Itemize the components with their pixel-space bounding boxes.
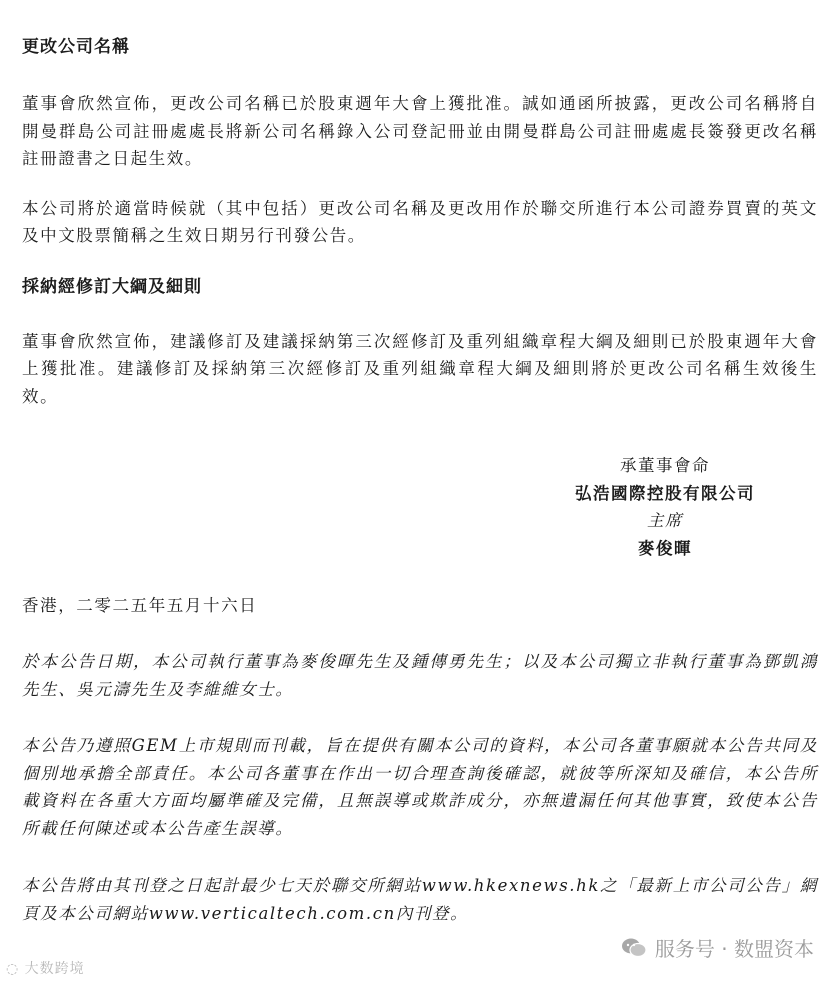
corner-logo-icon: ◌ [6,961,25,977]
corner-watermark-text: 大数跨境 [24,961,85,977]
signature-block [540,452,790,562]
company-name: 弘浩國際控股有限公司 [575,483,755,503]
signatory-name: 麥俊暉 [638,538,692,558]
announcement-body [22,34,818,410]
section-heading-name-change: 更改公司名稱 [22,37,130,57]
signature-line: 承董事會命 [620,456,710,475]
publication-paragraph: 本公告將由其刊登之日起計最少七天於聯交所網站www.hkexnews.hk之「最新上市公司公告」網頁及本公司網站www.verticaltech.com.cn內刊登。 [22,876,818,923]
wechat-icon [621,937,647,959]
signatory-title: 主席 [647,511,683,530]
watermark-text: 服务号 · 数盟资本 [654,937,814,961]
memorandum-paragraph: 董事會欣然宣佈，建議修訂及建議採納第三次經修訂及重列組織章程大綱及細則已於股東週年大會上獲批准。建議修訂及採納第三次經修訂及重列組織章程大綱及細則將於更改公司名稱生效後生效。 [22,331,818,406]
name-change-paragraph: 董事會欣然宣佈，更改公司名稱已於股東週年大會上獲批准。誠如通函所披露，更改公司名稱將自開曼群島公司註冊處處長將新公司名稱錄入公司登記冊並由開曼群島公司註冊處處長簽發更改名稱註冊證書之日起生效。 [22,94,818,168]
responsibility-paragraph: 本公告乃遵照GEM上市規則而刊載，旨在提供有關本公司的資料，本公司各董事願就本公告共同及個別地承擔全部責任。本公司各董事在作出一切合理查詢後確認，就彼等所深知及確信，本公告所載資料在各重大方面均屬準確及完備，且無誤導或欺詐成分，亦無遺漏任何其他事實，致使本公告所載任何陳述或本公告產生誤導。 [22,736,818,838]
corner-watermark [6,958,85,978]
place-date: 香港，二零二五年五月十六日 [22,596,258,615]
section-heading-memorandum: 採納經修訂大綱及細則 [22,276,202,297]
stock-short-name-paragraph: 本公司將於適當時候就（其中包括）更改公司名稱及更改用作於聯交所進行本公司證券買賣的英文及中文股票簡稱之生效日期另行刊發公告。 [22,198,818,245]
wechat-watermark [621,933,814,962]
directors-paragraph: 於本公告日期，本公司執行董事為麥俊暉先生及鍾傳勇先生；以及本公司獨立非執行董事為鄧凱鴻先生、吳元濤先生及李維維女士。 [22,652,818,699]
